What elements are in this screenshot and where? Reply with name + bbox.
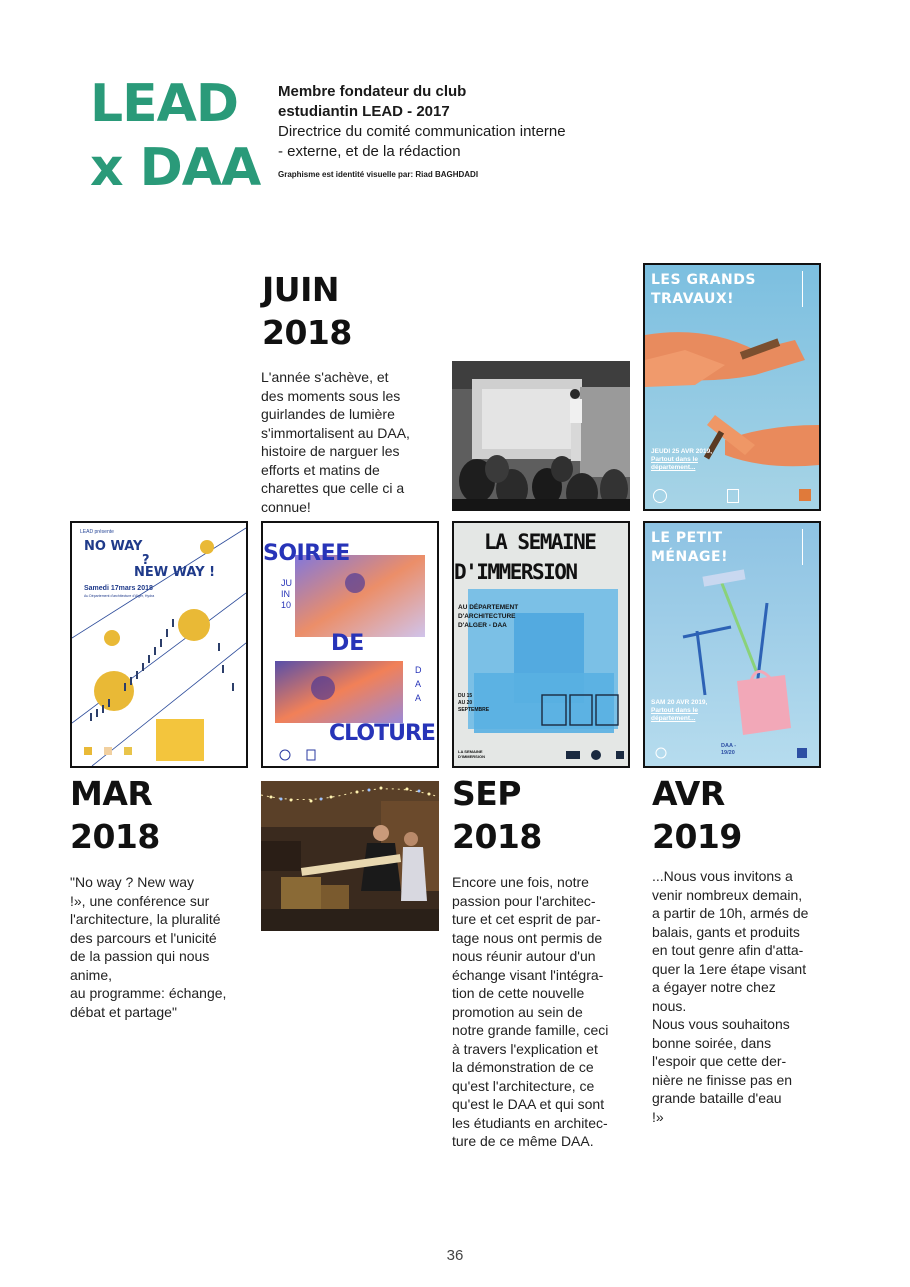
- poster-date-part: IN: [281, 589, 290, 599]
- text-line: ture de ce même DAA.: [452, 1133, 594, 1149]
- poster-word-cloture: CLOTURE: [329, 721, 435, 746]
- text-line: qu'est l'architecture, ce: [452, 1077, 595, 1094]
- logo-cube-icon: [799, 489, 811, 501]
- poster-title-line: TRAVAUX!: [651, 291, 735, 307]
- poster-noway: [70, 521, 248, 768]
- avr-year: 2019: [652, 817, 742, 856]
- text-line: l'architecture, la pluralité: [70, 911, 221, 927]
- poster-letter: A: [415, 693, 422, 703]
- text-line: en tout genre afin d'atta-: [652, 942, 804, 958]
- text-line: ture et cet esprit de par-: [452, 911, 601, 927]
- brand-title: [90, 72, 260, 200]
- poster-title-line: MÉNAGE!: [651, 549, 728, 565]
- mar-paragraph: [70, 873, 255, 1021]
- poster-title: [651, 529, 728, 567]
- poster-letter: A: [415, 679, 422, 689]
- juin-heading: [262, 268, 352, 354]
- poster-soiree: [261, 521, 439, 768]
- header-line-2: estudiantin LEAD - 2017: [278, 103, 450, 120]
- poster-title-2: NEW WAY !: [134, 565, 216, 580]
- poster-title-line: LES GRANDS: [651, 272, 756, 288]
- poster-title-line: LE PETIT: [651, 530, 723, 546]
- poster-word-soiree: SOIREE: [263, 541, 350, 566]
- poster-place: Au Département d'architecture d'Alger, Hydra: [84, 594, 155, 598]
- text-line: la démonstration de ce: [452, 1059, 594, 1075]
- party-photo: [261, 781, 439, 931]
- poster-grands-travaux: [643, 263, 821, 511]
- poster-dept: [458, 603, 518, 630]
- text-line: grande bataille d'eau: [652, 1090, 782, 1106]
- text-line: charettes que celle ci a: [261, 480, 405, 496]
- poster-sub: Partout dans le: [651, 456, 698, 463]
- poster-dates: [458, 693, 489, 714]
- poster-word-de: DE: [331, 631, 365, 656]
- poster-date-block: [651, 448, 712, 472]
- poster-date-block: [651, 699, 707, 723]
- text-line: efforts et matins de: [261, 461, 380, 478]
- poster-presents: LEAD présente: [80, 529, 114, 535]
- text-line: s'immortalisent au DAA,: [261, 424, 410, 441]
- juin-year: 2018: [262, 313, 352, 352]
- sep-paragraph: [452, 873, 642, 1151]
- avr-paragraph: [652, 867, 842, 1126]
- poster-dept-line: AU DÉPARTEMENT: [458, 604, 519, 611]
- text-line: notre grande famille, ceci: [452, 1022, 609, 1038]
- mar-month: MAR: [70, 774, 153, 813]
- poster-date: Samedi 17mars 2018: [84, 585, 153, 592]
- poster-menage: [643, 521, 821, 768]
- header-line-3: Directrice du comité communication interne: [278, 123, 566, 140]
- poster-sub: Partout dans le: [651, 707, 698, 714]
- text-line: échange visant l'intégra-: [452, 966, 604, 983]
- text-line: les étudiants en architec-: [452, 1114, 608, 1131]
- text-line: nous réunir autour d'un: [452, 948, 596, 964]
- text-line: connue!: [261, 498, 311, 515]
- text-line: !»: [652, 1108, 664, 1125]
- text-line: anime,: [70, 966, 113, 983]
- poster-date: JEUDI 25 AVR 2019,: [651, 448, 713, 455]
- text-line: qu'est le DAA et qui sont: [452, 1096, 605, 1112]
- text-line: à travers l'explication et: [452, 1040, 598, 1057]
- text-line: L'année s'achève, et: [261, 369, 389, 385]
- text-line: au programme: échange,: [70, 985, 227, 1001]
- text-line: promotion au sein de: [452, 1003, 583, 1020]
- text-line: de la passion qui nous: [70, 948, 210, 964]
- brand-line-2: x DAA: [90, 138, 261, 198]
- poster-sub: département...: [651, 464, 696, 471]
- text-line: bonne soirée, dans: [652, 1034, 772, 1051]
- text-line: l'espoir que cette der-: [652, 1053, 787, 1069]
- header-line-4: - externe, et de la rédaction: [278, 143, 461, 160]
- avr-heading: [652, 772, 742, 858]
- poster-daa-vertical: [415, 663, 422, 705]
- poster-semaine: [452, 521, 630, 768]
- text-line: "No way ? New way: [70, 874, 195, 890]
- juin-paragraph: [261, 368, 451, 516]
- poster-date-part: JU: [281, 578, 292, 588]
- text-line: Encore une fois, notre: [452, 874, 589, 890]
- poster-divider: [802, 529, 803, 565]
- poster-daa-line: DAA -: [721, 743, 737, 749]
- text-line: nière ne finisse pas en: [652, 1071, 793, 1088]
- poster-title: [651, 271, 756, 309]
- text-line: histoire de narguer les: [261, 443, 400, 459]
- poster-daa: [721, 743, 736, 757]
- text-line: des moments sous les: [261, 387, 401, 404]
- logo-emblem-icon: [653, 489, 667, 503]
- text-line: débat et partage": [70, 1003, 177, 1020]
- poster-daa-line: 19/20: [721, 750, 735, 756]
- poster-letter: D: [415, 665, 422, 675]
- sep-year: 2018: [452, 817, 542, 856]
- juin-month: JUIN: [262, 270, 339, 309]
- avr-month: AVR: [652, 774, 725, 813]
- header-description: [278, 82, 638, 180]
- poster-footer: LA SEMAINE D'IMMERSION: [458, 749, 485, 759]
- poster-dept-line: D'ARCHITECTURE: [458, 613, 516, 620]
- text-line: Nous vous souhaitons: [652, 1016, 790, 1032]
- poster-question: ?: [142, 553, 150, 568]
- brand-line-1: LEAD: [90, 74, 239, 134]
- poster-date: SAM 20 AVR 2019,: [651, 699, 708, 706]
- text-line: venir nombreux demain,: [652, 886, 803, 903]
- text-line: balais, gants et produits: [652, 923, 800, 940]
- text-line: ...Nous vous invitons a: [652, 868, 793, 884]
- text-line: tage nous ont permis de: [452, 929, 603, 946]
- mar-year: 2018: [70, 817, 160, 856]
- poster-title-line: D'IMMERSION: [454, 560, 577, 584]
- sep-month: SEP: [452, 774, 521, 813]
- header-credit: Graphisme est identité visuelle par: Riad BAGHDADI: [278, 170, 479, 179]
- text-line: nous.: [652, 997, 687, 1014]
- poster-dept-line: D'ALGER - DAA: [458, 622, 507, 629]
- poster-date-block: [281, 578, 292, 611]
- text-line: guirlandes de lumière: [261, 406, 395, 422]
- poster-date-part: AU 20: [458, 700, 473, 706]
- text-line: des parcours et l'unicité: [70, 929, 217, 946]
- poster-date-part: 10: [281, 600, 292, 610]
- text-line: a partir de 10h, armés de: [652, 905, 809, 921]
- page-number: 36: [446, 1247, 464, 1264]
- poster-date-part: SEPTEMBRE: [458, 707, 490, 713]
- mar-heading: [70, 772, 160, 858]
- poster-title-1: NO WAY: [84, 539, 143, 554]
- poster-title-line: LA SEMAINE: [484, 530, 596, 554]
- text-line: tion de cette nouvelle: [452, 985, 585, 1001]
- poster-divider: [802, 271, 803, 307]
- text-line: passion pour l'architec-: [452, 892, 596, 909]
- text-line: quer la 1ere étape visant: [652, 960, 807, 977]
- poster-date-part: DU 15: [458, 693, 473, 699]
- logo-lead-icon: [727, 489, 739, 503]
- conference-photo: [452, 361, 630, 511]
- poster-title: [454, 527, 596, 587]
- poster-sub: département...: [651, 715, 696, 722]
- header-line-1: Membre fondateur du club: [278, 83, 467, 100]
- text-line: !», une conférence sur: [70, 892, 210, 909]
- sep-heading: [452, 772, 542, 858]
- text-line: a égayer notre chez: [652, 979, 776, 995]
